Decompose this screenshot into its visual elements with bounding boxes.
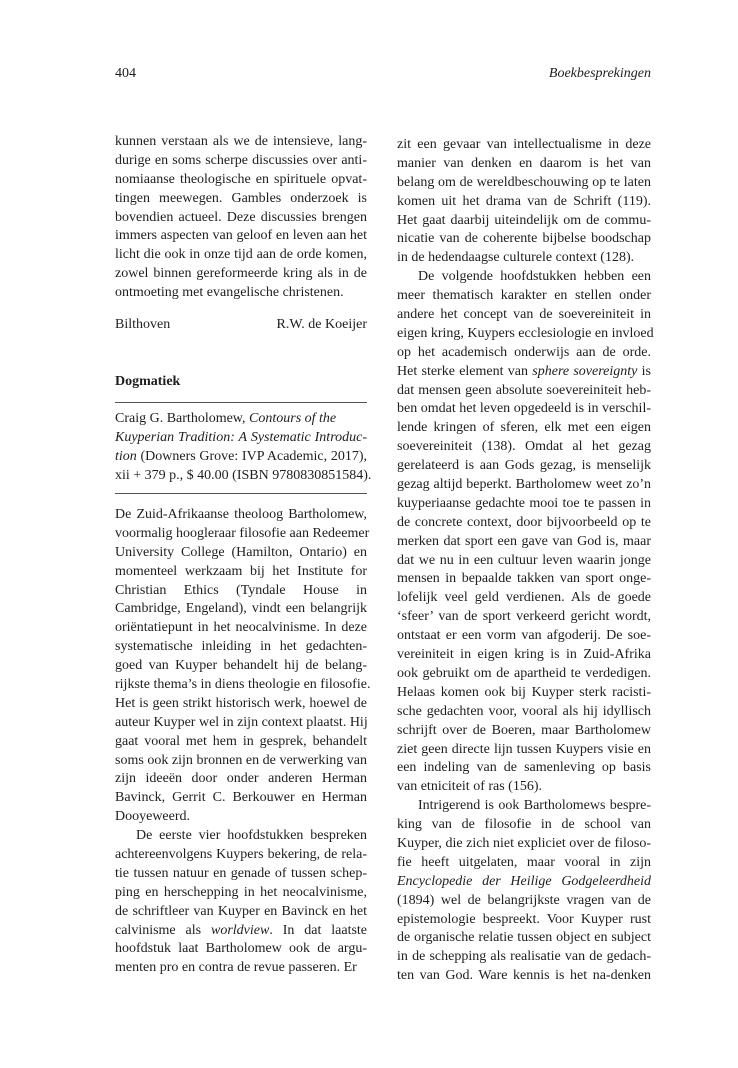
text-line: Christian Ethics (Tyndale House in	[115, 582, 367, 598]
citation-line	[115, 429, 367, 448]
text-line: lofelijk veel geld verdienen. Als de goede	[397, 590, 651, 606]
text-line: zowel binnen gereformeerde kring als in de	[115, 266, 367, 282]
text-line: University College (Hamilton, Ontario) en	[115, 544, 367, 560]
text-line: zijn ideeën door onder anderen Herman	[115, 771, 367, 787]
text-line: kunnen verstaan als we de intensieve, lang-	[115, 134, 367, 149]
text-line: Cambridge, Engeland), vindt een belangrijk	[115, 601, 367, 617]
text-line: Intrigerend is ook Bartholomews bespre-	[418, 798, 651, 814]
book-citation	[115, 410, 372, 486]
paragraph	[397, 797, 651, 986]
citation-line	[115, 410, 367, 429]
text-line: ontmoeting met evangelische christenen.	[115, 285, 344, 301]
text-line: dat mensen geen absolute soevereiniteit heb-	[397, 382, 651, 398]
divider-top	[115, 402, 367, 403]
italic-text: Encyclopedie der Heilige Godgeleerdheid	[397, 873, 651, 889]
text-line: king van de filosofie in de school van	[397, 817, 651, 833]
text-line: soevereiniteit (138). Omdat al het gezag	[397, 439, 651, 455]
italic-text: Contours of the	[249, 411, 337, 426]
text-line: ping en herschepping in het neocalvinisme,	[115, 884, 367, 900]
review-signature	[115, 316, 367, 335]
text-line: Kuyper, die zich niet expliciet over de filoso-	[397, 835, 651, 851]
text-line: nomiaanse theologische en spirituele opvat-	[115, 171, 367, 187]
citation-line	[115, 448, 367, 467]
text-run: (Downers Grove: IVP Academic, 2017),	[136, 448, 367, 464]
text-line: schrijft over de Boeren, maar Bartholomew	[397, 722, 651, 738]
text-line: tie tussen natuur en genade of tussen schep-	[115, 865, 367, 881]
text-line: fie heeft uitgelaten, maar vooral in zijn	[397, 854, 651, 870]
text-line: sche gedachten voor, vooral als hij idyllisch	[397, 703, 651, 719]
text-line: tingen meewegen. Gambles onderzoek is	[115, 190, 367, 206]
signature-place: Bilthoven	[115, 317, 171, 332]
text-line: belang om de wereldbeschouwing op te laten	[397, 174, 651, 190]
text-line: nicatie van de coherente bijbelse boodschap	[397, 231, 651, 247]
text-line: ziet geen directe lijn tussen Kuypers visie en	[397, 741, 651, 757]
text-line: manier van denken en daarom is het van	[397, 155, 651, 171]
text-line	[397, 873, 651, 892]
text-line: momenteel werkzaam bij het Institute for	[115, 563, 367, 579]
text-line: Het is geen strikt historisch werk, hoewel de	[115, 695, 367, 711]
text-line: De volgende hoofdstukken hebben een	[418, 269, 651, 285]
signature-author: R.W. de Koeijer	[276, 317, 367, 332]
text-line: ten van God. Ware kennis is het na-denken	[397, 968, 651, 984]
text-line: van etniciteit of ras (156).	[397, 779, 543, 795]
text-line: dat we nu in een cultuur leven waarin jonge	[397, 552, 651, 568]
page-number: 404	[115, 66, 136, 81]
text-line: andere het concept van de soevereiniteit in	[397, 307, 651, 323]
text-line: lende kringen of sferen, elk met een eigen	[397, 420, 651, 436]
citation-line: xii + 379 p., $ 40.00 (ISBN 9780830851584).	[115, 467, 372, 483]
text-line: merken dat sport een gave van God is, maar	[397, 533, 651, 549]
text-line: systematische inleiding in het gedachten-	[115, 639, 367, 655]
text-line: Dooyeweerd.	[115, 809, 191, 825]
right-review-body	[397, 136, 654, 986]
text-run: calvinisme als	[115, 922, 211, 938]
paragraph	[115, 133, 367, 303]
text-line: ‘sfeer’ van de sport verkeerd gericht wordt,	[397, 609, 651, 625]
paragraph	[115, 506, 371, 827]
text-line: mensen in bepaalde takken van sport onge-	[397, 571, 651, 587]
text-line: bovendien actueel. Deze discussies brengen	[115, 209, 367, 225]
paragraph	[115, 827, 367, 978]
italic-text: Kuyperian Tradition: A Systematic Introduc-	[115, 429, 367, 445]
text-line: de schriftleer van Kuyper en Bavinck en het	[115, 903, 367, 919]
text-line: menten pro en contra de revue passeren. Er	[115, 960, 357, 976]
divider-bottom	[115, 493, 367, 494]
text-line: Het gaat daarbij uiteindelijk om de commu-	[397, 212, 651, 228]
text-line: de concrete context, door bijvoorbeeld op te	[397, 514, 651, 530]
text-line: op het academisch onderwijs aan de orde.	[397, 344, 651, 360]
paragraph	[397, 268, 654, 797]
text-line: in de schepping als realisatie van de gedach-	[397, 949, 651, 965]
text-line: de organische relatie tussen object en subject	[397, 930, 651, 946]
text-line: licht die ook in onze tijd aan de orde komen,	[115, 247, 367, 263]
text-line: vereiniteit in eigen kring is in Zuid-Afrika	[397, 647, 651, 663]
text-line: De eerste vier hoofdstukken bespreken	[136, 828, 367, 844]
italic-text: tion	[115, 448, 137, 464]
text-line: immers aspecten van geloof en leven aan het	[115, 228, 367, 244]
text-line: achtereenvolgens Kuypers bekering, de rela-	[115, 847, 367, 863]
text-run: is	[637, 363, 651, 379]
text-line: auteur Kuyper wel in zijn context plaatst. Hij	[115, 714, 368, 730]
section-heading: Dogmatiek	[115, 374, 181, 389]
text-line: Bavinck, Gerrit C. Berkouwer en Herman	[115, 790, 367, 806]
text-line: gezag altijd beperkt. Bartholomew weet zo’n	[397, 477, 651, 493]
text-run: Het sterke element van	[397, 363, 533, 379]
text-line: rijkste thema’s in diens theologie en filosofie.	[115, 677, 371, 693]
text-line: kuyperiaanse gedachte mooi toe te passen in	[397, 495, 651, 511]
text-line: ook gebruikt om de apartheid te verdedigen.	[397, 665, 651, 681]
text-line: voormalig hoogleraar filosofie aan Redeemer	[115, 525, 370, 541]
text-line: epistemologie bespreekt. Voor Kuyper rust	[397, 911, 651, 927]
text-line: gerelateerd is aan Gods gezag, is menselijk	[397, 458, 651, 474]
running-title: Boekbesprekingen	[548, 66, 651, 81]
text-line: De Zuid-Afrikaanse theoloog Bartholomew,	[115, 507, 367, 522]
text-line: gaat vooral met hem in gesprek, behandelt	[115, 733, 367, 749]
text-line: zit een gevaar van intellectualisme in deze	[397, 137, 651, 152]
text-line: eigen kring, Kuypers ecclesiologie en invloed	[397, 325, 654, 341]
paragraph	[397, 136, 651, 268]
italic-text: worldview	[210, 922, 270, 938]
text-line: ben omdat het leven opgedeeld is in verschil-	[397, 401, 651, 417]
text-line	[397, 363, 651, 382]
italic-text: sphere sovereignty	[532, 363, 638, 379]
text-line: ontstaat er een vorm van afgoderij. De soe-	[397, 628, 651, 644]
text-line: oriëntatiepunt in het neocalvinisme. In deze	[115, 620, 367, 636]
text-line: komen uit het drama van de Schrift (119).	[397, 193, 651, 209]
left-review-body	[115, 506, 371, 978]
text-line: een indeling van de samenleving op basis	[397, 760, 651, 776]
text-line: durige en soms scherpe discussies over anti-	[115, 152, 367, 168]
text-line: hoofdstuk laat Bartholomew ook de argu-	[115, 941, 367, 957]
text-line: Helaas komen ook bij Kuyper sterk racisti-	[397, 684, 651, 700]
text-line: meer thematisch karakter en stellen onder	[397, 288, 651, 304]
text-line	[115, 922, 367, 941]
text-line: (1894) wel de belangrijkste vragen van de	[397, 892, 651, 908]
text-line: in de hedendaagse culturele context (128).	[397, 250, 635, 266]
text-line: goed van Kuyper behandelt hij de belang-	[115, 658, 367, 674]
text-line: soms ook zijn bronnen en de verwerking van	[115, 752, 367, 768]
left-continuation-text	[115, 133, 367, 303]
text-run: Craig G. Bartholomew,	[115, 411, 250, 426]
text-run: . In dat laatste	[269, 922, 368, 938]
